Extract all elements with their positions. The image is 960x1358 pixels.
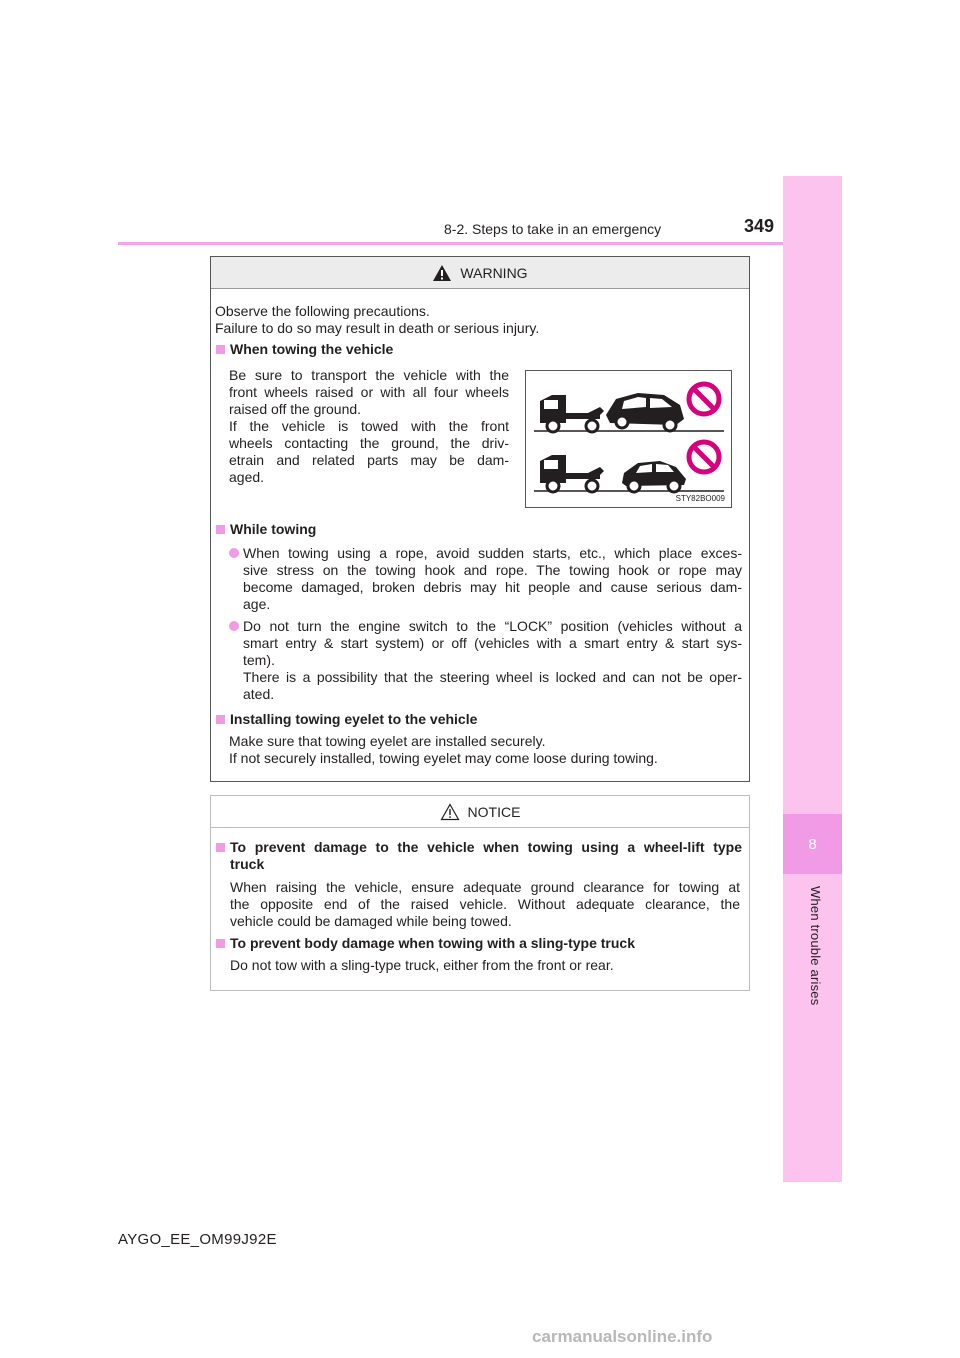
warning-intro-1: Observe the following precautions. [215,303,430,319]
bullet-1-block [243,545,742,613]
chapter-number-block [783,814,842,874]
bullet-2-line-2: smart entry & start system) or off (vehicles with a smart entry & start sys- [243,635,742,651]
round-bullet-icon [229,621,239,631]
square-bullet-icon [216,843,225,852]
square-bullet-icon [216,715,225,724]
notice-text-1-block [230,879,740,930]
notice-heading-1-line-2: truck [230,856,265,872]
towing-line-2: front wheels raised or with all four wheels [229,384,509,400]
warning-header [211,257,749,289]
notice-text-1-line-3: vehicle could be damaged while being towed. [230,913,512,929]
bullet-2-line-1: Do not turn the engine switch to the “LOCK” position (vehicles without a [243,618,742,634]
towing-illustration [525,370,732,508]
notice-heading-1-line-1: To prevent damage to the vehicle when towing using a wheel-lift type [230,839,742,855]
round-bullet-icon [229,548,239,558]
illustration-code: STY82BO009 [675,494,725,503]
notice-header [211,796,749,828]
section-title: 8-2. Steps to take in an emergency [444,221,662,237]
chapter-number: 8 [808,835,817,853]
notice-title: NOTICE [467,803,521,820]
notice-heading-2: To prevent body damage when towing with a sling-type truck [230,935,636,951]
eyelet-text-1: Make sure that towing eyelet are installed securely. [229,733,546,749]
chapter-side-tab [783,176,842,1182]
eyelet-heading: Installing towing eyelet to the vehicle [230,711,478,727]
warning-triangle-icon [432,264,452,282]
chapter-title: When trouble arises [808,886,823,1006]
towing-heading: When towing the vehicle [230,341,394,357]
towing-line-4: If the vehicle is towed with the front [229,418,509,434]
bullet-1-line-4: age. [243,596,271,612]
square-bullet-icon [216,939,225,948]
square-bullet-icon [216,525,225,534]
bullet-1-line-1: When towing using a rope, avoid sudden starts, etc., which place exces- [243,545,742,561]
warning-title: WARNING [460,264,528,281]
eyelet-text-2: If not securely installed, towing eyelet may come loose during towing. [229,750,658,766]
towing-line-7: aged. [229,469,265,485]
notice-triangle-icon [440,803,460,821]
tow-truck-illustration-svg [526,371,733,509]
bullet-1-line-2: sive stress on the towing hook and rope. The towing hook or rope may [243,562,742,578]
notice-text-1-line-2: the opposite end of the raised vehicle. Without adequate clearance, the [230,896,740,912]
tow-truck-scene-ground [534,455,724,492]
while-towing-heading: While towing [230,521,317,537]
towing-line-6: etrain and related parts may be dam- [229,452,509,468]
towing-line-1: Be sure to transport the vehicle with the [229,367,509,383]
notice-heading-1-block [230,839,742,873]
bullet-2-block [243,618,742,703]
bullet-2-line-5: ated. [243,686,275,702]
warning-intro-2: Failure to do so may result in death or serious injury. [215,320,540,336]
page-number: 349 [744,216,775,236]
towing-text-block [229,367,509,486]
towing-line-3: raised off the ground. [229,401,362,417]
bullet-2-line-3: tem). [243,652,275,668]
bullet-2-line-4: There is a possibility that the steering wheel is locked and can not be oper- [243,669,742,685]
bullet-1-line-3: become damaged, broken debris may hit people and cause serious dam- [243,579,742,595]
towing-line-5: wheels contacting the ground, the driv- [229,435,509,451]
notice-text-2: Do not tow with a sling-type truck, either from the front or rear. [230,957,614,973]
document-code: AYGO_EE_OM99J92E [118,1231,277,1248]
header-divider [118,242,783,245]
square-bullet-icon [216,345,225,354]
watermark: carmanualsonline.info [532,1327,713,1346]
notice-text-1-line-1: When raising the vehicle, ensure adequate ground clearance for towing at [230,879,740,895]
